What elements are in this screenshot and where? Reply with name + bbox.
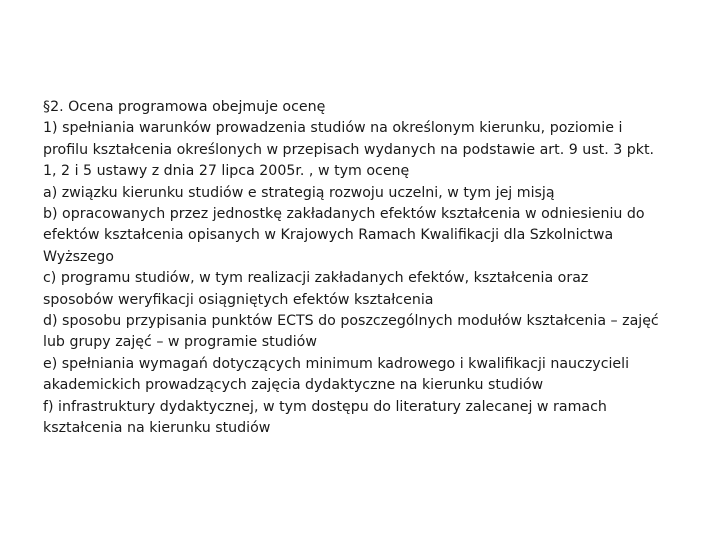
text-line: efektów kształcenia opisanych w Krajowych Ramach Kwalifikacji dla Szkolnictwa	[43, 227, 614, 244]
text-line: Wyższego	[43, 248, 114, 265]
text-line: f) infrastruktury dydaktycznej, w tym dostępu do literatury zalecanej w ramach	[43, 398, 607, 415]
text-line: profilu kształcenia określonych w przepisach wydanych na podstawie art. 9 ust. 3 pkt.	[43, 141, 655, 158]
text-line: lub grupy zajęć – w programie studiów	[43, 334, 317, 351]
text-line: sposobów weryfikacji osiągniętych efektów kształcenia	[43, 291, 434, 308]
text-line: §2. Ocena programowa obejmuje ocenę	[43, 99, 326, 115]
text-line: d) sposobu przypisania punktów ECTS do poszczególnych modułów kształcenia – zajęć	[43, 313, 659, 330]
paragraph-text	[43, 97, 693, 440]
text-line: 1) spełniania warunków prowadzenia studiów na określonym kierunku, poziomie i	[43, 120, 623, 137]
text-line: akademickich prowadzących zajęcia dydaktyczne na kierunku studiów	[43, 377, 544, 394]
text-line: c) programu studiów, w tym realizacji zakładanych efektów, kształcenia oraz	[43, 270, 589, 287]
text-line: 1, 2 i 5 ustawy z dnia 27 lipca 2005r. , w tym ocenę	[43, 163, 410, 180]
text-line: a) związku kierunku studiów e strategią rozwoju uczelni, w tym jej misją	[43, 184, 555, 201]
text-line: kształcenia na kierunku studiów	[43, 420, 271, 437]
text-line: e) spełniania wymagań dotyczących minimum kadrowego i kwalifikacji nauczycieli	[43, 355, 630, 372]
text-line: b) opracowanych przez jednostkę zakładanych efektów kształcenia w odniesieniu do	[43, 206, 645, 223]
